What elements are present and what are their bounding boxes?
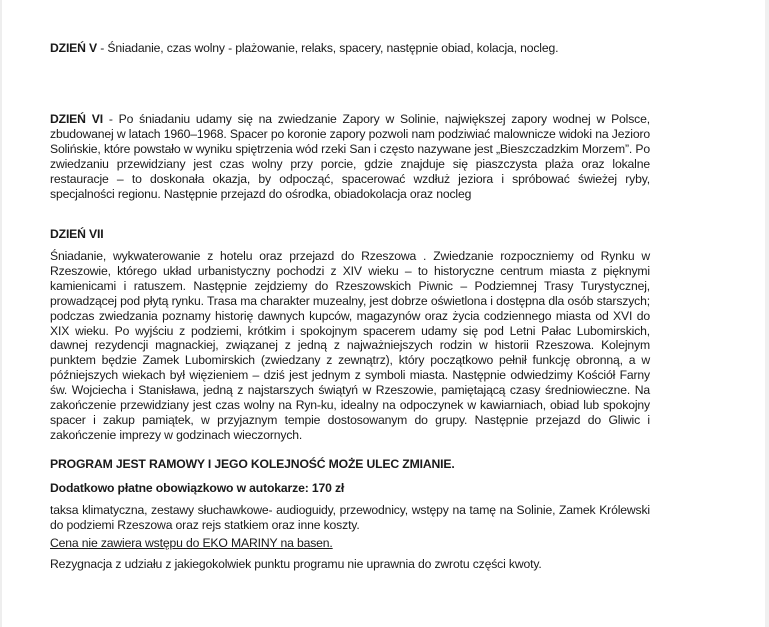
day-7-heading: DZIEŃ VII xyxy=(50,227,104,241)
day-7-paragraph: Śniadanie, wykwaterowanie z hotelu oraz przejazd do Rzeszowa . Zwiedzanie rozpoczniemy od Rynku w Rzeszowie, którego układ urbanistyczny pochodzi z XIV wieku – to historyczne centrum miasta z pięknymi kamienicami i ratuszem. Następnie zejdziemy do Rzeszowskich Piwnic – Podziemnej Trasy Turystycznej, prowadzącej pod płytą rynku. Trasa ma charakter muzealny, jest dobrze oświetlona i dostępna dla osób starszych; podczas zwiedzania poznamy historię dawnych kupców, magazynów oraz życia codziennego miasta od XVI do XIX wieku. Po wyjściu z podziemi, krótkim i spokojnym spacerem udamy się pod Letni Pałac Lubomirskich, dawnej rezydencji magnackiej, związanej z jedną z najważniejszych rodzin w historii Rzeszowa. Kolejnym punktem będzie Zamek Lubomirskich (zwiedzany z zewnątrz), który początkowo pełnił funkcję obronną, a w późniejszych wiekach był więzieniem – dziś jest jednym z symboli miasta. Następnie odwiedzimy Kościół Farny św. Wojciecha i Stanisława, jedną z najstarszych świątyń w Rzeszowie, pamiętającą czasy średniowieczne. Na zakończenie przewidziany jest czas wolny na Ryn-ku, idealny na odpoczynek w kawiarniach, obiad lub spokojny spacer i zakup pamiątek, w przyjaznym tempie dostosowanym do grupy. Następnie przejazd do Gliwic i zakończenie imprezy w godzinach wieczornych. xyxy=(50,249,650,442)
day-5-paragraph xyxy=(50,41,750,56)
day-5-heading: DZIEŃ V xyxy=(50,41,98,55)
resignation-note: Rezygnacja z udziału z jakiegokolwiek punktu programu nie uprawnia do zwrotu części kwoty. xyxy=(50,557,542,571)
day-6-heading: DZIEŃ VI xyxy=(50,112,103,126)
page-edge-right xyxy=(765,0,769,627)
day-6-text: - Po śniadaniu udamy się na zwiedzanie Zapory w Solinie, największej zapory wodnej w Polsce, zbudowanej w latach 1960–1968. Spacer po koronie zapory pozwoli nam podziwiać malownicze widoki na Jezioro Solińskie, które powstało w wyniku spiętrzenia wód rzeki San i często nazywane jest „Bieszczadzkim Morzem”. Po zwiedzaniu przewidziany jest czas wolny przy porcie, gdzie znajduje się piaszczysta plaża oraz lokalne restauracje – to doskonała okazja, by odpocząć, spacerować wzdłuż jeziora i spróbować świeżej ryby, specjalności regionu. Następnie przejazd do ośrodka, obiadokolacja oraz nocleg xyxy=(50,112,650,201)
price-exclusion-note: Cena nie zawiera wstępu do EKO MARINY na basen. xyxy=(50,536,333,550)
extra-costs-body: taksa klimatyczna, zestawy słuchawkowe- audioguidy, przewodnicy, wstępy na tamę na Solinie, Zamek Królewski do podziemi Rzeszowa oraz rejs statkiem oraz inne koszty. xyxy=(50,503,650,532)
page-edge-left xyxy=(0,0,2,627)
program-note: PROGRAM JEST RAMOWY I JEGO KOLEJNOŚĆ MOŻE ULEC ZMIANIE. xyxy=(50,457,455,471)
day-5-text: - Śniadanie, czas wolny - plażowanie, relaks, spacery, następnie obiad, kolacja, nocleg. xyxy=(97,41,559,55)
extra-costs-title: Dodatkowo płatne obowiązkowo w autokarze: 170 zł xyxy=(50,481,345,495)
day-6-paragraph xyxy=(50,112,650,201)
